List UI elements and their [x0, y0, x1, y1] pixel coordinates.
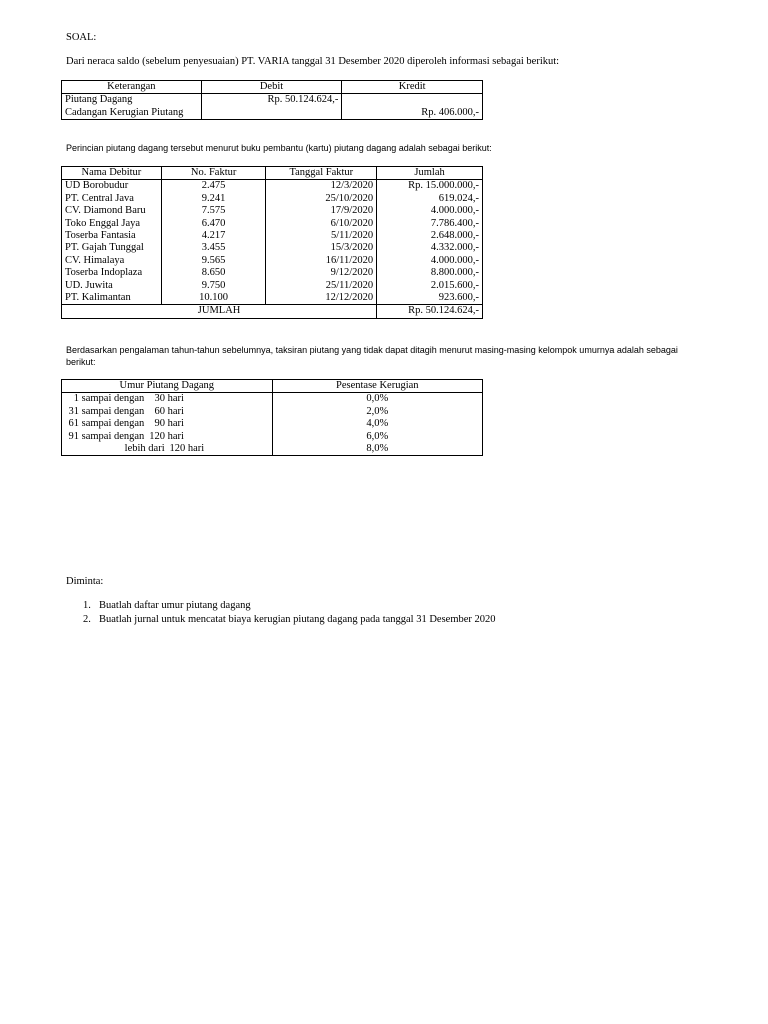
estimate-intro-line2: berikut:: [66, 357, 96, 367]
debit-value: [201, 107, 342, 120]
list-item: [83, 613, 496, 627]
column-header: Pesentase Kerugian: [272, 380, 482, 393]
age-connector: sampai dengan: [81, 405, 145, 417]
task-heading: Diminta:: [66, 576, 104, 587]
age-range: [62, 393, 273, 406]
invoice-date: 12/12/2020: [266, 292, 377, 305]
invoice-number: 8.650: [161, 267, 266, 279]
amount: Rp. 15.000.000,-: [377, 180, 483, 193]
receivables-table: [61, 166, 483, 319]
table-row: [62, 267, 483, 279]
table-row: [62, 255, 483, 267]
age-from: 61: [68, 418, 79, 430]
invoice-number: 10.100: [161, 292, 266, 305]
table-row: [62, 107, 483, 120]
amount: 4.000.000,-: [377, 255, 483, 267]
table-row: [62, 431, 483, 443]
column-header: Jumlah: [377, 167, 483, 180]
list-item: [83, 599, 496, 613]
invoice-date: 12/3/2020: [266, 180, 377, 193]
invoice-date: 15/3/2020: [266, 242, 377, 254]
age-connector: sampai dengan: [81, 393, 145, 405]
age-unit: hari: [167, 393, 184, 405]
amount: 923.600,-: [377, 292, 483, 305]
age-range: [62, 418, 273, 430]
amount: 4.332.000,-: [377, 242, 483, 254]
table-row: [62, 205, 483, 217]
table-header-row: [62, 81, 483, 94]
total-amount: Rp. 50.124.624,-: [377, 305, 483, 318]
invoice-number: 2.475: [161, 180, 266, 193]
invoice-date: 17/9/2020: [266, 205, 377, 217]
table-row: [62, 406, 483, 418]
invoice-number: 7.575: [161, 205, 266, 217]
intro-text: Dari neraca saldo (sebelum penyesuaian) PT. VARIA tanggal 31 Desember 2020 diperoleh informasi sebagai berikut:: [66, 56, 560, 67]
debtor-name: Toserba Indoplaza: [62, 267, 162, 279]
table-row: [62, 242, 483, 254]
loss-percentage: 8,0%: [272, 443, 482, 456]
debtor-name: CV. Diamond Baru: [62, 205, 162, 217]
invoice-date: 9/12/2020: [266, 267, 377, 279]
debtor-name: UD. Juwita: [62, 280, 162, 292]
debtor-name: Toserba Fantasia: [62, 230, 162, 242]
age-to: 90: [154, 418, 165, 430]
invoice-number: 4.217: [161, 230, 266, 242]
invoice-date: 6/10/2020: [266, 218, 377, 230]
trial-balance-table: [61, 80, 483, 120]
table-row: [62, 193, 483, 205]
age-from: 91: [68, 430, 79, 442]
table-row: [62, 94, 483, 107]
list-item-text: Buatlah daftar umur piutang dagang: [99, 600, 251, 611]
table-row: [62, 280, 483, 292]
invoice-date: 16/11/2020: [266, 255, 377, 267]
age-unit: hari: [187, 443, 205, 455]
amount: 7.786.400,-: [377, 218, 483, 230]
amount: 619.024,-: [377, 193, 483, 205]
age-unit: hari: [167, 418, 184, 430]
table-row: [62, 292, 483, 305]
table-header-row: [62, 167, 483, 180]
invoice-number: 9.565: [161, 255, 266, 267]
invoice-number: 6.470: [161, 218, 266, 230]
age-to: 120: [169, 443, 186, 455]
table-row: [62, 418, 483, 430]
invoice-number: 3.455: [161, 242, 266, 254]
total-row: [62, 305, 483, 318]
age-connector: sampai dengan: [81, 430, 145, 442]
amount: 8.800.000,-: [377, 267, 483, 279]
column-header: Keterangan: [62, 81, 202, 94]
column-header: Tanggal Faktur: [266, 167, 377, 180]
aging-table: [61, 379, 483, 456]
column-header: No. Faktur: [161, 167, 266, 180]
list-item-number: 2.: [83, 614, 91, 625]
list-item-number: 1.: [83, 600, 91, 611]
age-unit: hari: [167, 405, 184, 417]
invoice-number: 9.241: [161, 193, 266, 205]
table-row: [62, 393, 483, 406]
age-range: [62, 431, 273, 443]
amount: 2.648.000,-: [377, 230, 483, 242]
table-row: [62, 443, 483, 456]
detail-intro-text: Perincian piutang dagang tersebut menurut buku pembantu (kartu) piutang dagang adalah sebagai berikut:: [66, 143, 492, 153]
debtor-name: Toko Enggal Jaya: [62, 218, 162, 230]
loss-percentage: 4,0%: [272, 418, 482, 430]
age-connector: lebih dari: [124, 443, 165, 455]
age-unit: hari: [167, 430, 184, 442]
loss-percentage: 6,0%: [272, 431, 482, 443]
task-list: [83, 599, 496, 627]
amount: 2.015.600,-: [377, 280, 483, 292]
age-range: [62, 406, 273, 418]
age-range: [62, 443, 273, 456]
debtor-name: PT. Gajah Tunggal: [62, 242, 162, 254]
table-row: [62, 218, 483, 230]
invoice-number: 9.750: [161, 280, 266, 292]
age-to: 30: [154, 393, 165, 405]
invoice-date: 25/11/2020: [266, 280, 377, 292]
age-connector: sampai dengan: [81, 418, 145, 430]
age-to: 60: [154, 405, 165, 417]
loss-percentage: 2,0%: [272, 406, 482, 418]
total-label: JUMLAH: [62, 305, 377, 318]
debtor-name: UD Borobudur: [62, 180, 162, 193]
debit-value: Rp. 50.124.624,-: [201, 94, 342, 107]
list-item-text: Buatlah jurnal untuk mencatat biaya kerugian piutang dagang pada tanggal 31 Desember 2020: [99, 614, 496, 625]
account-name: Cadangan Kerugian Piutang: [62, 107, 202, 120]
table-row: [62, 230, 483, 242]
account-name: Piutang Dagang: [62, 94, 202, 107]
credit-value: [342, 94, 483, 107]
age-from: 1: [73, 393, 79, 405]
table-header-row: [62, 380, 483, 393]
age-to: 120: [149, 430, 165, 442]
debtor-name: PT. Central Java: [62, 193, 162, 205]
invoice-date: 5/11/2020: [266, 230, 377, 242]
soal-heading: SOAL:: [66, 32, 97, 43]
column-header: Nama Debitur: [62, 167, 162, 180]
loss-percentage: 0,0%: [272, 393, 482, 406]
credit-value: Rp. 406.000,-: [342, 107, 483, 120]
column-header: Debit: [201, 81, 342, 94]
amount: 4.000.000,-: [377, 205, 483, 217]
debtor-name: CV. Himalaya: [62, 255, 162, 267]
age-from: 31: [68, 405, 79, 417]
column-header: Kredit: [342, 81, 483, 94]
column-header: Umur Piutang Dagang: [62, 380, 273, 393]
table-row: [62, 180, 483, 193]
estimate-intro-line1: Berdasarkan pengalaman tahun-tahun sebelumnya, taksiran piutang yang tidak dapat ditagih menurut masing-masing kelompok umurnya adalah sebagai: [66, 345, 678, 355]
invoice-date: 25/10/2020: [266, 193, 377, 205]
debtor-name: PT. Kalimantan: [62, 292, 162, 305]
